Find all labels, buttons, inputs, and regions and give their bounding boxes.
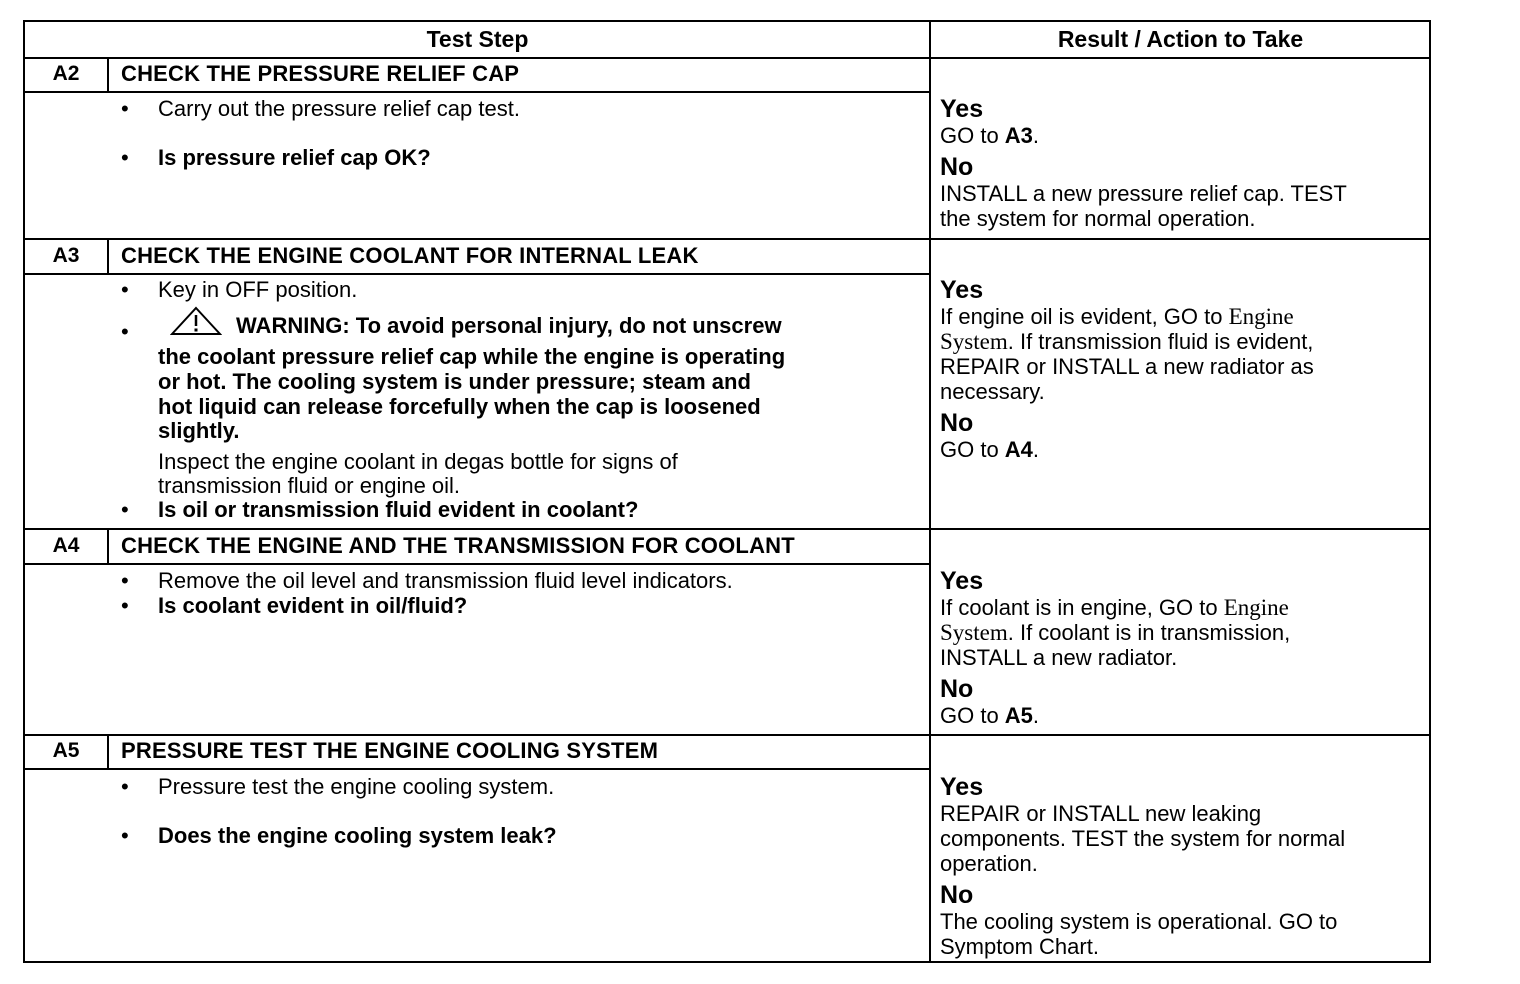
engine-system-link[interactable]: System: [940, 620, 1008, 645]
no-label: No: [940, 409, 974, 437]
yes-label: Yes: [940, 567, 984, 595]
step-ref: A5: [1004, 703, 1033, 728]
header-result-action: Result / Action to Take: [1057, 26, 1304, 52]
result-a2-no: INSTALL a new pressure relief cap. TEST the system for normal operation.: [940, 181, 1347, 231]
result-a3: [940, 277, 1420, 468]
step-ref: A4: [1004, 437, 1033, 462]
step-a2-action: Carry out the pressure relief cap test.: [158, 96, 520, 121]
bullet: •: [121, 497, 129, 522]
yes-label: Yes: [940, 773, 984, 801]
bullet: •: [121, 96, 129, 121]
result-a5-no: The cooling system is operational. GO to Symptom Chart.: [940, 909, 1338, 959]
step-a3-warning: WARNING: To avoid personal injury, do not unscrew: [158, 306, 782, 341]
result-a4-no: GO to A5.: [940, 703, 1040, 728]
bullet: •: [121, 319, 129, 344]
bullet: •: [121, 823, 129, 848]
step-id-a2: A2: [52, 62, 80, 85]
title-rule-a2: [25, 91, 929, 93]
result-a4-yes: If coolant is in engine, GO to Engine System. If coolant is in transmission, INSTALL a new radiator.: [940, 595, 1291, 670]
no-label: No: [940, 153, 974, 181]
step-a5-action: Pressure test the engine cooling system.: [158, 774, 555, 799]
step-id-a5: A5: [52, 739, 80, 762]
step-title-a3: CHECK THE ENGINE COOLANT FOR INTERNAL LEAK: [121, 243, 699, 268]
result-a3-yes: If engine oil is evident, GO to Engine System. If transmission fluid is evident, REPAIR or INSTALL a new radiator as necessary.: [940, 304, 1314, 404]
bullet: •: [121, 277, 129, 302]
title-rule-a5: [25, 768, 929, 770]
result-a4: [940, 568, 1420, 734]
result-a3-no: GO to A4.: [940, 437, 1040, 462]
result-a2-yes: GO to A3.: [940, 123, 1040, 148]
step-id-a3: A3: [52, 244, 80, 267]
engine-system-link[interactable]: Engine: [1223, 595, 1289, 620]
step-ref: A3: [1004, 123, 1033, 148]
title-rule-a4: [25, 563, 929, 565]
id-divider-a4: [107, 528, 109, 564]
step-a3-warning-line: slightly.: [158, 418, 240, 443]
column-divider: [929, 22, 931, 961]
step-a3-action: Key in OFF position.: [158, 277, 358, 302]
step-a3-warning-line: hot liquid can release forcefully when the cap is loosened: [158, 394, 761, 419]
bullet: •: [121, 774, 129, 799]
symptom-chart-link[interactable]: Symptom Chart.: [940, 934, 1099, 959]
title-rule-a3: [25, 273, 929, 275]
warning-icon: [170, 306, 222, 341]
id-divider-a2: [107, 57, 109, 92]
yes-label: Yes: [940, 95, 984, 123]
header-test-step: Test Step: [426, 26, 529, 52]
diagnostic-table: [23, 20, 1431, 963]
step-title-a4: CHECK THE ENGINE AND THE TRANSMISSION FOR COOLANT: [121, 533, 795, 558]
step-title-a2: CHECK THE PRESSURE RELIEF CAP: [121, 61, 520, 86]
id-divider-a3: [107, 238, 109, 274]
no-label: No: [940, 675, 974, 703]
step-a3-inspect-line: transmission fluid or engine oil.: [158, 473, 461, 498]
no-label: No: [940, 881, 974, 909]
bullet: •: [121, 593, 129, 618]
engine-system-link[interactable]: System: [940, 329, 1008, 354]
yes-label: Yes: [940, 276, 984, 304]
result-a5: [940, 774, 1420, 965]
step-a3-question: Is oil or transmission fluid evident in coolant?: [158, 497, 639, 522]
engine-system-link[interactable]: Engine: [1228, 304, 1294, 329]
step-title-a5: PRESSURE TEST THE ENGINE COOLING SYSTEM: [121, 738, 659, 763]
id-divider-a5: [107, 734, 109, 769]
step-a3-inspect: Inspect the engine coolant in degas bottle for signs of: [158, 449, 678, 474]
step-a5-question: Does the engine cooling system leak?: [158, 823, 557, 848]
step-a4-action: Remove the oil level and transmission fluid level indicators.: [158, 568, 733, 593]
bullet: •: [121, 568, 129, 593]
result-a5-yes: REPAIR or INSTALL new leaking components. TEST the system for normal operation.: [940, 801, 1346, 876]
step-a4-question: Is coolant evident in oil/fluid?: [158, 593, 468, 618]
step-a3-warning-line: or hot. The cooling system is under pressure; steam and: [158, 369, 751, 394]
result-a2: [940, 96, 1420, 237]
step-a2-question: Is pressure relief cap OK?: [158, 145, 431, 170]
step-id-a4: A4: [52, 534, 80, 557]
step-a3-warning-line: the coolant pressure relief cap while the engine is operating: [158, 344, 786, 369]
bullet: •: [121, 145, 129, 170]
